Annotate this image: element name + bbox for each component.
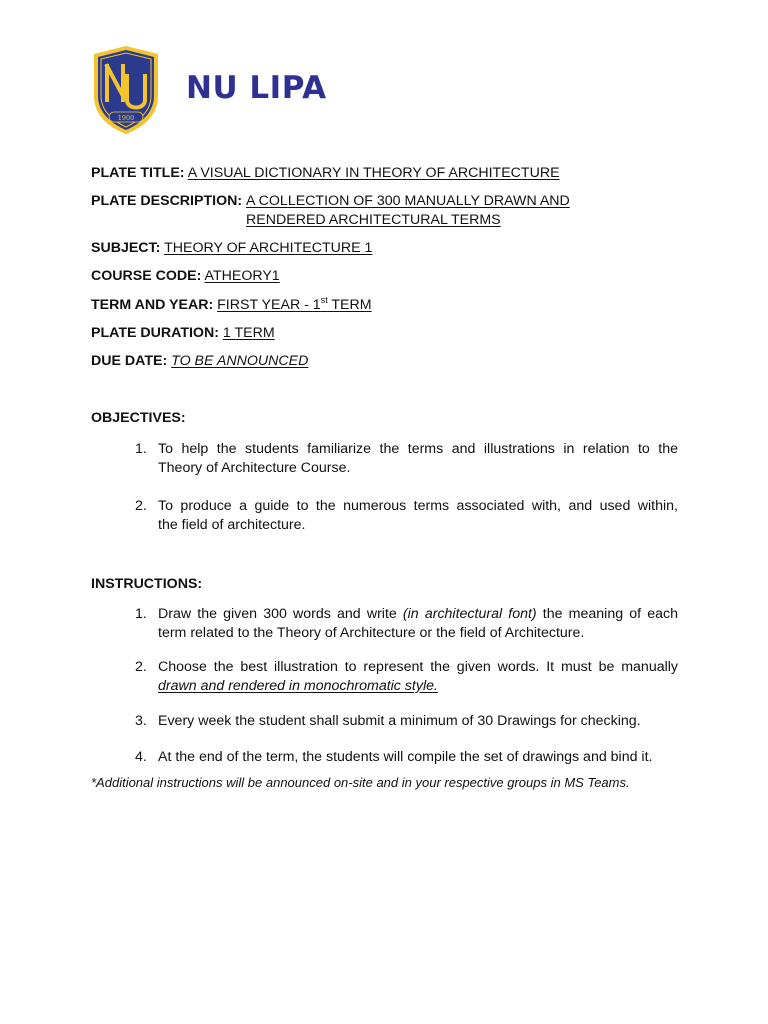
plate-duration-label: PLATE DURATION: [91, 325, 219, 341]
instruction-emphasis: drawn and rendered in monochromatic style. [158, 677, 438, 694]
instruction-text-line [158, 677, 678, 696]
instruction-text-line: At the end of the term, the students will compile the set of drawings and bind it. [158, 749, 653, 765]
plate-description-row [91, 192, 570, 230]
course-code-row [91, 267, 280, 285]
plate-description-line-1: A COLLECTION OF 300 MANUALLY DRAWN AND [246, 193, 570, 209]
objective-text-line: the field of architecture. [158, 516, 306, 533]
subject-row [91, 239, 372, 257]
course-code-value: ATHEORY1 [204, 268, 280, 284]
objective-number: 1. [135, 441, 147, 457]
term-and-year-prefix: FIRST YEAR - 1 [217, 297, 321, 313]
term-and-year-row [91, 296, 372, 314]
plate-duration-value: 1 TERM [222, 325, 275, 341]
instruction-text-line: Every week the student shall submit a minimum of 30 Drawings for checking. [158, 713, 641, 729]
instruction-item [135, 658, 678, 695]
plate-description-line-2: RENDERED ARCHITECTURAL TERMS [246, 212, 501, 228]
subject-label: SUBJECT: [91, 240, 161, 256]
objectives-heading: OBJECTIVES: [91, 410, 186, 426]
instruction-text-line: Choose the best illustration to represent the given words. It must be manually [158, 659, 678, 675]
instruction-item [135, 712, 678, 731]
instruction-text-part: Draw the given 300 words and write [158, 606, 403, 622]
plate-duration-row [91, 324, 275, 342]
instruction-number: 3. [135, 713, 147, 729]
instructions-heading: INSTRUCTIONS: [91, 576, 203, 592]
instruction-item [135, 748, 678, 767]
due-date-label: DUE DATE: [91, 353, 168, 369]
term-and-year-label: TERM AND YEAR: [91, 297, 214, 313]
term-and-year-value [217, 297, 371, 313]
objective-number: 2. [135, 498, 147, 514]
nu-crest-logo [90, 44, 162, 136]
instruction-number: 1. [135, 606, 147, 622]
plate-title-value: A VISUAL DICTIONARY IN THEORY OF ARCHITECTURE [187, 165, 560, 181]
instruction-text-line [158, 605, 678, 624]
instruction-item [135, 605, 678, 642]
due-date-value: TO BE ANNOUNCED [171, 353, 309, 369]
objective-text-line: To produce a guide to the numerous terms associated with, and used within, [158, 498, 678, 514]
instruction-text-part: the meaning of each [536, 606, 678, 622]
plate-title-row [91, 164, 560, 182]
due-date-row [91, 352, 308, 370]
header [90, 44, 327, 136]
instruction-text-line: term related to the Theory of Architecture or the field of Architecture. [158, 624, 585, 641]
term-ordinal-suffix: st [320, 295, 328, 305]
objective-item [135, 440, 678, 477]
term-and-year-suffix: TERM [327, 297, 372, 313]
plate-description-label: PLATE DESCRIPTION: [91, 193, 243, 209]
footnote: *Additional instructions will be announced on-site and in your respective groups in MS Teams. [91, 775, 630, 790]
plate-title-label: PLATE TITLE: [91, 165, 185, 181]
brand-name: NU LIPA [186, 70, 327, 106]
plate-description-value [246, 192, 570, 230]
subject-value: THEORY OF ARCHITECTURE 1 [164, 240, 373, 256]
instruction-italic-note: (in architectural font) [402, 606, 537, 622]
instruction-number: 4. [135, 749, 147, 765]
instruction-number: 2. [135, 659, 147, 675]
objective-text-line: Theory of Architecture Course. [158, 459, 351, 476]
objective-item [135, 497, 678, 534]
crest-year: 1900 [117, 114, 135, 122]
course-code-label: COURSE CODE: [91, 268, 202, 284]
objective-text-line: To help the students familiarize the terms and illustrations in relation to the [158, 441, 678, 457]
